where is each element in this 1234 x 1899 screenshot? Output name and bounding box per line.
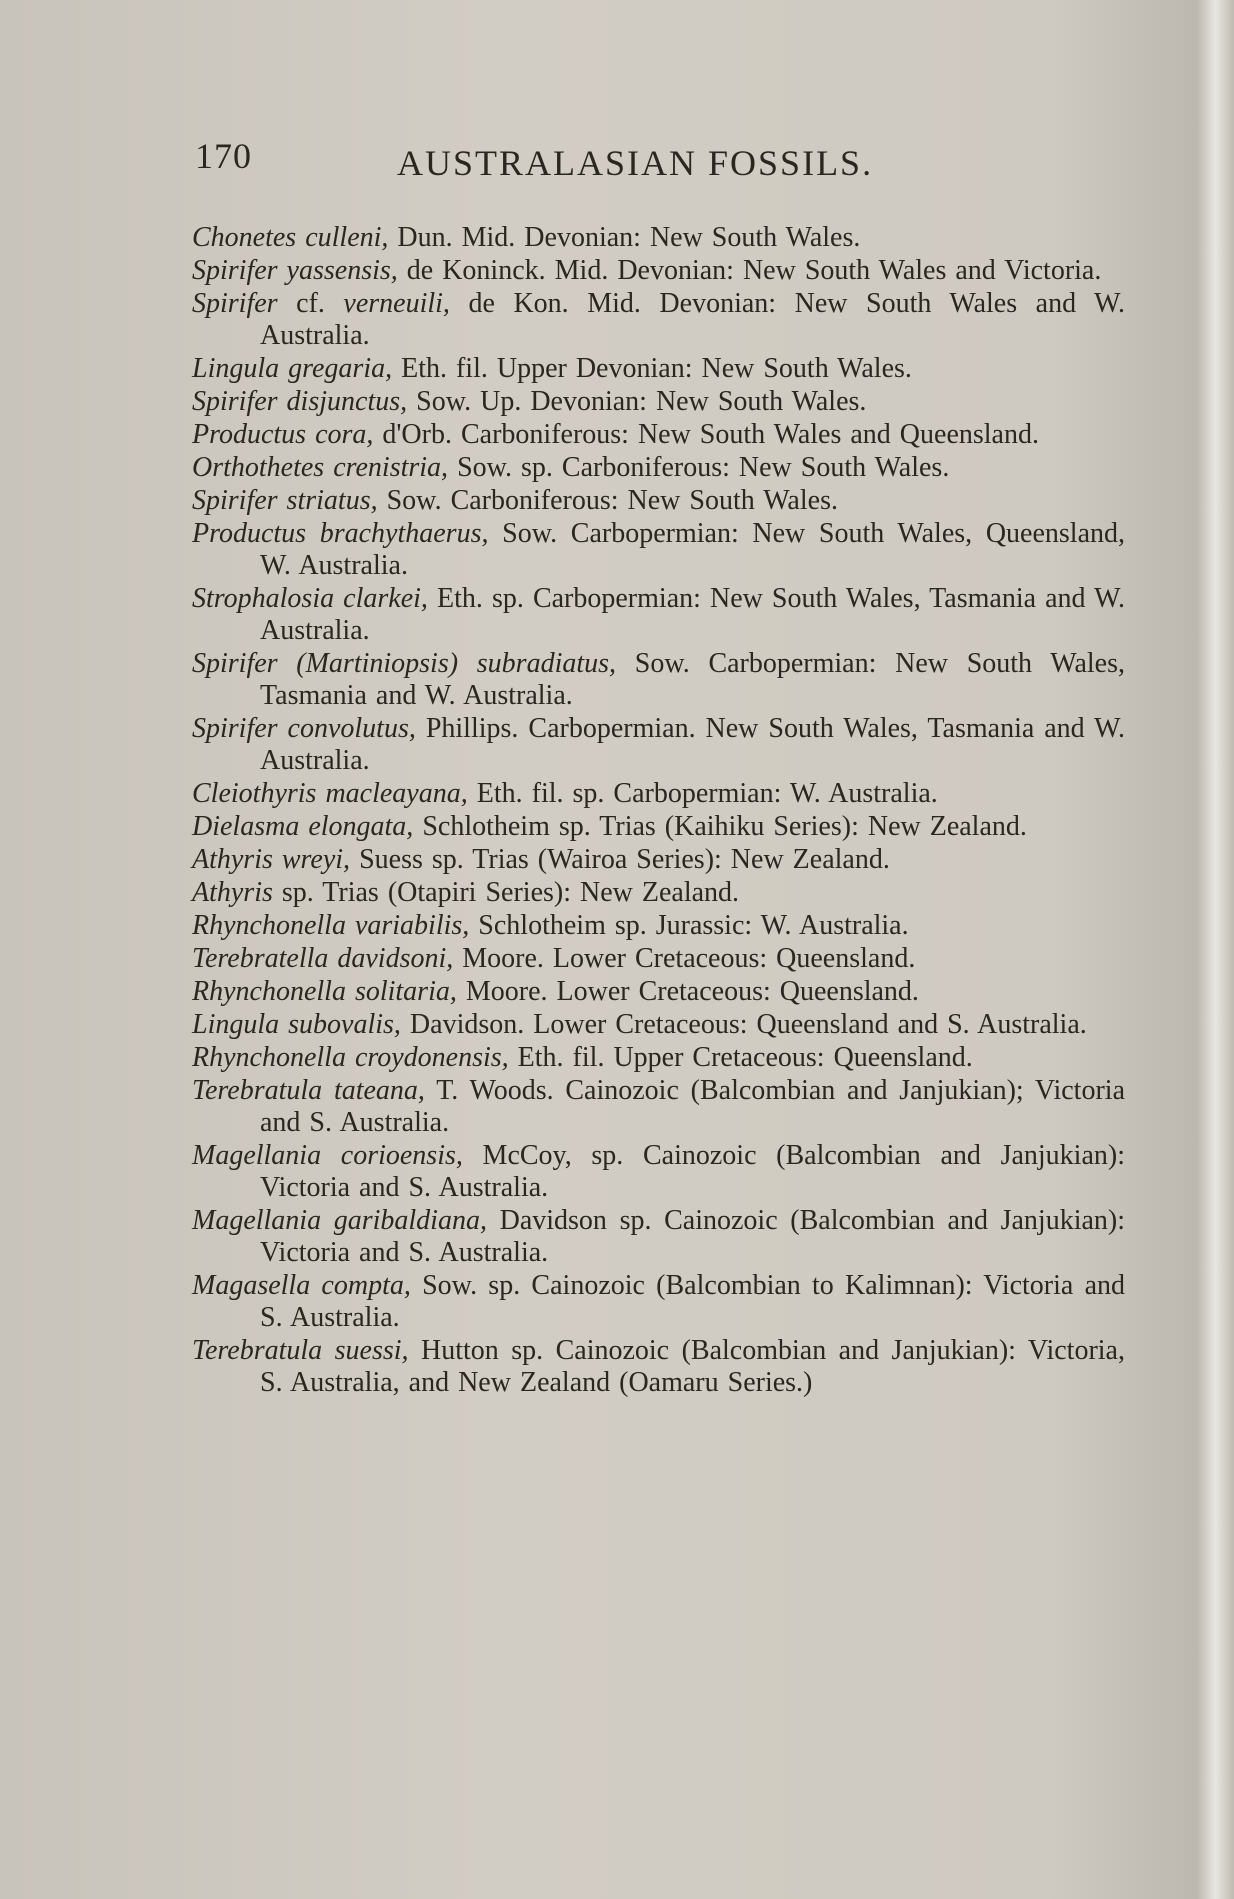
fossil-entry <box>180 713 1125 777</box>
entry-details: sp. Trias (Otapiri Series): New Zealand. <box>272 877 740 908</box>
fossil-entry <box>180 943 1125 975</box>
entry-details: Davidson sp. Cainozoic (Balcombian and Janjukian): Victoria and S. Australia. <box>260 1205 1126 1268</box>
entry-details: de Kon. Mid. Devonian: New South Wales and W. Australia. <box>260 288 1125 351</box>
fossil-entry <box>180 648 1125 712</box>
entry-details: Eth. sp. Carbopermian: New South Wales, Tasmania and W. Australia. <box>260 583 1125 646</box>
species-name: verneuili, <box>343 288 450 319</box>
species-name: Lingula subovalis, <box>192 1009 401 1040</box>
fossil-entry <box>180 222 1125 254</box>
species-name: Dielasma elongata, <box>192 811 414 842</box>
entry-details: Schlotheim sp. Trias (Kaihiku Series): New Zealand. <box>413 811 1027 842</box>
species-name: Magellania corioensis, <box>192 1140 463 1171</box>
species-name: Spirifer <box>192 288 278 319</box>
entry-details: Phillips. Carbopermian. New South Wales, Tasmania and W. Australia. <box>260 713 1126 776</box>
entry-details: de Koninck. Mid. Devonian: New South Wales and Victoria. <box>397 255 1102 286</box>
species-name: Spirifer disjunctus, <box>192 386 408 417</box>
entry-details: Eth. fil. Upper Cretaceous: Queensland. <box>508 1042 973 1073</box>
fossil-entry <box>180 910 1125 942</box>
entry-details: Sow. Up. Devonian: New South Wales. <box>407 386 867 417</box>
fossil-entry <box>180 877 1125 909</box>
species-name: Terebratella davidsoni, <box>192 943 454 974</box>
species-name: Rhynchonella variabilis, <box>192 910 470 941</box>
entry-details: Sow. Carboniferous: New South Wales. <box>377 485 838 516</box>
fossil-entry <box>180 452 1125 484</box>
species-name: Magellania garibaldiana, <box>192 1205 487 1236</box>
species-name: Spirifer striatus, <box>192 485 378 516</box>
entry-details: Dun. Mid. Devonian: New South Wales. <box>388 222 861 253</box>
fossil-entry <box>180 353 1125 385</box>
fossil-entry <box>180 976 1125 1008</box>
entry-details: Suess sp. Trias (Wairoa Series): New Zealand. <box>350 844 890 875</box>
fossil-entry <box>180 583 1125 647</box>
entry-details: Schlotheim sp. Jurassic: W. Australia. <box>469 910 909 941</box>
running-title: AUSTRALASIAN FOSSILS. <box>397 143 874 183</box>
fossil-entry <box>180 386 1125 418</box>
entry-details: Moore. Lower Cretaceous: Queensland. <box>456 976 919 1007</box>
fossil-entry <box>180 255 1125 287</box>
species-name: Athyris <box>192 877 273 908</box>
entry-details: cf. <box>277 288 344 319</box>
entry-details: Hutton sp. Cainozoic (Balcombian and Janjukian): Victoria, S. Australia, and New Zealand (Oamaru Series.) <box>260 1335 1125 1398</box>
entry-details: Sow. Carbopermian: New South Wales, Queensland, W. Australia. <box>260 518 1125 581</box>
entry-details: Davidson. Lower Cretaceous: Queensland and S. Australia. <box>400 1009 1087 1040</box>
entry-details: Sow. Carbopermian: New South Wales, Tasmania and W. Australia. <box>260 648 1125 711</box>
fossil-entry <box>180 485 1125 517</box>
species-name: Magasella compta, <box>192 1270 411 1301</box>
fossil-entry <box>180 1009 1125 1041</box>
fossil-entry <box>180 811 1125 843</box>
fossil-entry <box>180 1042 1125 1074</box>
species-name: Terebratula suessi, <box>192 1335 409 1366</box>
species-name: Athyris wreyi, <box>192 844 351 875</box>
entry-details: d'Orb. Carboniferous: New South Wales and Queensland. <box>373 419 1039 450</box>
species-name: Productus brachythaerus, <box>192 518 489 549</box>
species-name: Spirifer convolutus, <box>192 713 416 744</box>
species-name: Rhynchonella croydonensis, <box>192 1042 509 1073</box>
species-name: Chonetes culleni, <box>192 222 389 253</box>
fossil-entry <box>180 778 1125 810</box>
fossil-entry <box>180 518 1125 582</box>
fossil-entry <box>180 1075 1125 1139</box>
fossil-list <box>180 222 1125 1400</box>
fossil-entry <box>180 1140 1125 1204</box>
species-name: Spirifer (Martiniopsis) subradiatus, <box>192 648 617 679</box>
page-header <box>195 130 935 190</box>
fossil-entry <box>180 288 1125 352</box>
species-name: Orthothetes crenistria, <box>192 452 449 483</box>
entry-details: Eth. fil. Upper Devonian: New South Wales. <box>392 353 912 384</box>
species-name: Productus cora, <box>192 419 374 450</box>
species-name: Terebratula tateana, <box>192 1075 425 1106</box>
species-name: Rhynchonella solitaria, <box>192 976 457 1007</box>
fossil-entry <box>180 419 1125 451</box>
fossil-entry <box>180 1205 1125 1269</box>
entry-details: Sow. sp. Cainozoic (Balcombian to Kalimnan): Victoria and S. Australia. <box>260 1270 1125 1333</box>
species-name: Lingula gregaria, <box>192 353 393 384</box>
fossil-entry <box>180 1335 1125 1399</box>
page-number: 170 <box>195 136 252 176</box>
entry-details: Moore. Lower Cretaceous: Queensland. <box>453 943 916 974</box>
species-name: Spirifer yassensis, <box>192 255 398 286</box>
species-name: Cleiothyris macleayana, <box>192 778 468 809</box>
fossil-entry <box>180 1270 1125 1334</box>
entry-details: Sow. sp. Carboniferous: New South Wales. <box>448 452 950 483</box>
entry-details: Eth. fil. sp. Carbopermian: W. Australia. <box>467 778 938 809</box>
entry-details: T. Woods. Cainozoic (Balcombian and Janjukian); Victoria and S. Australia. <box>260 1075 1125 1138</box>
entry-details: McCoy, sp. Cainozoic (Balcombian and Janjukian): Victoria and S. Australia. <box>260 1140 1125 1203</box>
fossil-entry <box>180 844 1125 876</box>
species-name: Strophalosia clarkei, <box>192 583 428 614</box>
